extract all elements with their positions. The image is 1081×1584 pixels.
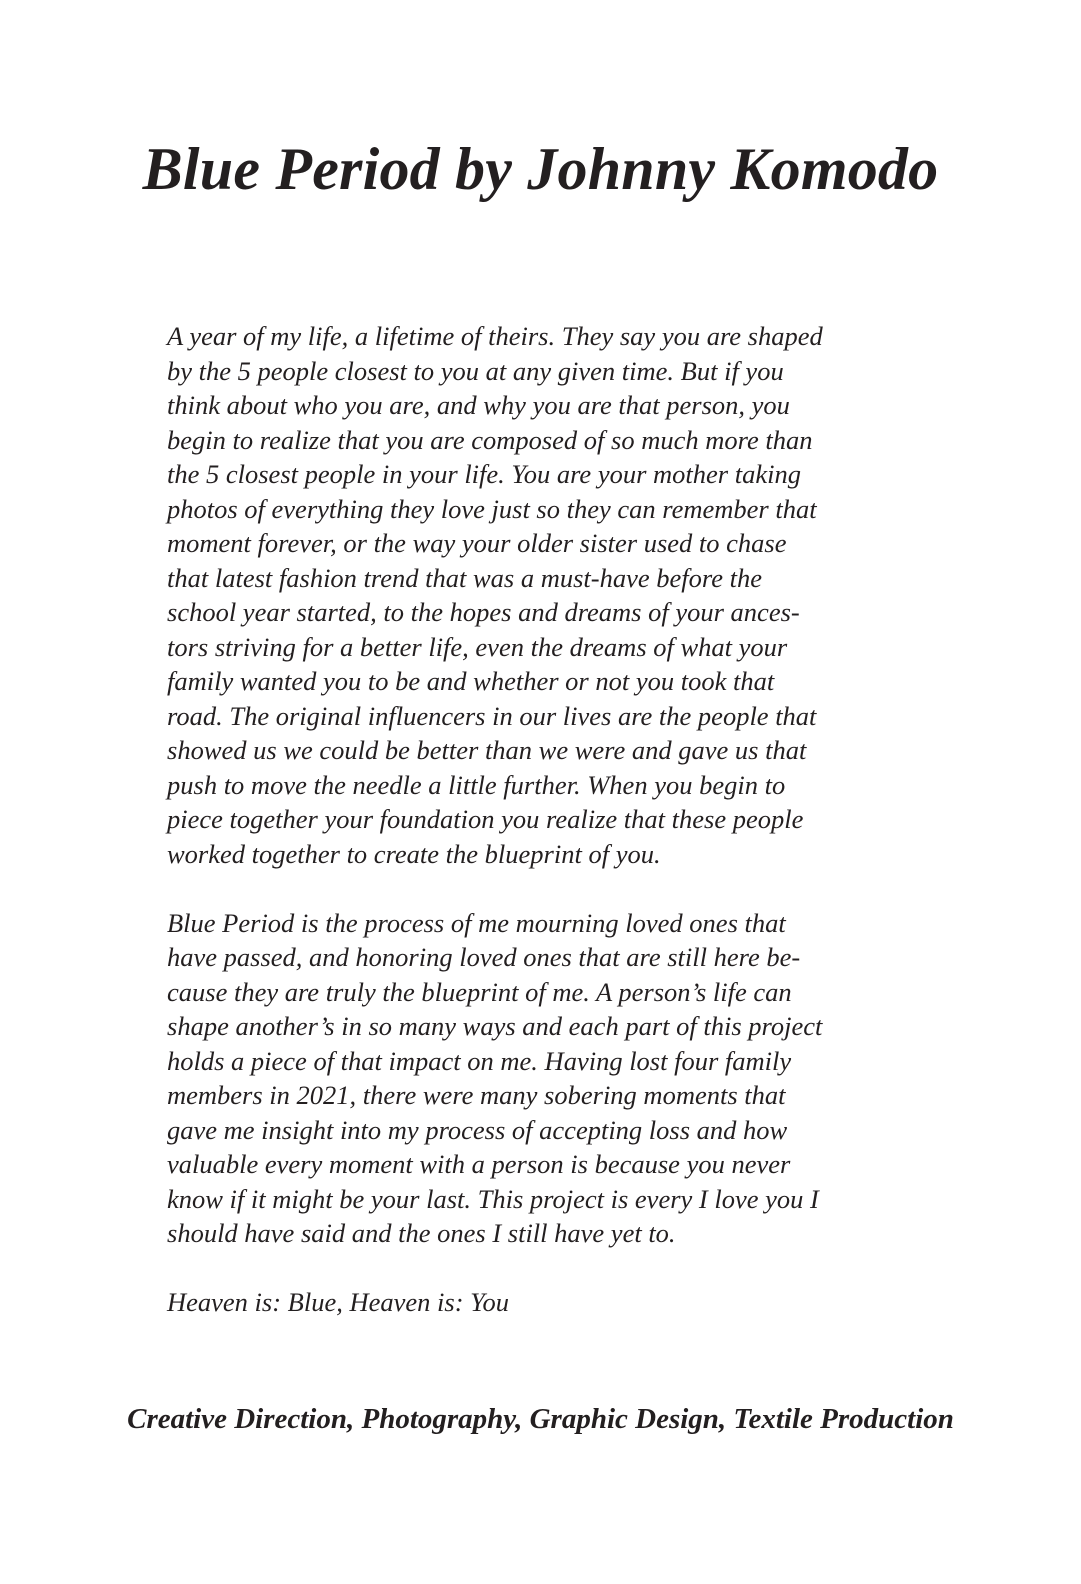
text-line: know if it might be your last. This project is every I love you I (167, 1183, 819, 1214)
text-line: think about who you are, and why you are that person, you (167, 390, 790, 420)
text-line: have passed, and honoring loved ones that are still here be- (167, 942, 801, 972)
page-title: Blue Period by Johnny Komodo (142, 136, 939, 202)
paragraph-1 (167, 319, 927, 871)
text-line: that latest fashion trend that was a must-have before the (167, 562, 762, 593)
text-line: Blue Period is the process of me mourning loved ones that (167, 907, 786, 938)
text-line: begin to realize that you are composed of so much more than (167, 424, 813, 455)
text-line: piece together your foundation you realize that these people (167, 804, 804, 834)
text-line: valuable every moment with a person is because you never (167, 1149, 791, 1179)
footer-credits: Creative Direction, Photography, Graphic Design, Textile Production (127, 1403, 954, 1435)
text-line: members in 2021, there were many sobering moments that (167, 1080, 786, 1110)
text-line: photos of everything they love just so they can remember that (167, 493, 817, 524)
text-line: A year of my life, a lifetime of theirs. They say you are shaped (167, 321, 823, 351)
text-line: push to move the needle a little further. When you begin to (167, 769, 786, 800)
text-line: cause they are truly the blueprint of me. A person’s life can (167, 976, 792, 1007)
text-line: moment forever, or the way your older sister used to chase (167, 528, 787, 558)
text-line: should have said and the ones I still have yet to. (167, 1218, 676, 1248)
text-line: tors striving for a better life, even the dreams of what your (167, 631, 788, 662)
paragraph-spacer (167, 1251, 927, 1286)
text-line: family wanted you to be and whether or not you took that (167, 666, 775, 696)
body-text (167, 319, 927, 1320)
paragraph-2 (167, 906, 927, 1251)
closing-line: Heaven is: Blue, Heaven is: You (167, 1287, 509, 1317)
paragraph-spacer (167, 871, 927, 906)
text-line: holds a piece of that impact on me. Having lost four family (167, 1045, 792, 1076)
text-line: shape another’s in so many ways and each part of this project (167, 1011, 823, 1041)
text-line: worked together to create the blueprint of you. (167, 838, 661, 869)
text-line: by the 5 people closest to you at any given time. But if you (167, 355, 784, 386)
text-line: the 5 closest people in your life. You are your mother taking (167, 459, 801, 489)
text-line: school year started, to the hopes and dreams of your ances- (167, 597, 800, 627)
text-line: gave me insight into my process of accepting loss and how (167, 1114, 788, 1145)
text-line: road. The original influencers in our lives are the people that (167, 700, 817, 731)
text-line: showed us we could be better than we were and gave us that (167, 735, 807, 765)
